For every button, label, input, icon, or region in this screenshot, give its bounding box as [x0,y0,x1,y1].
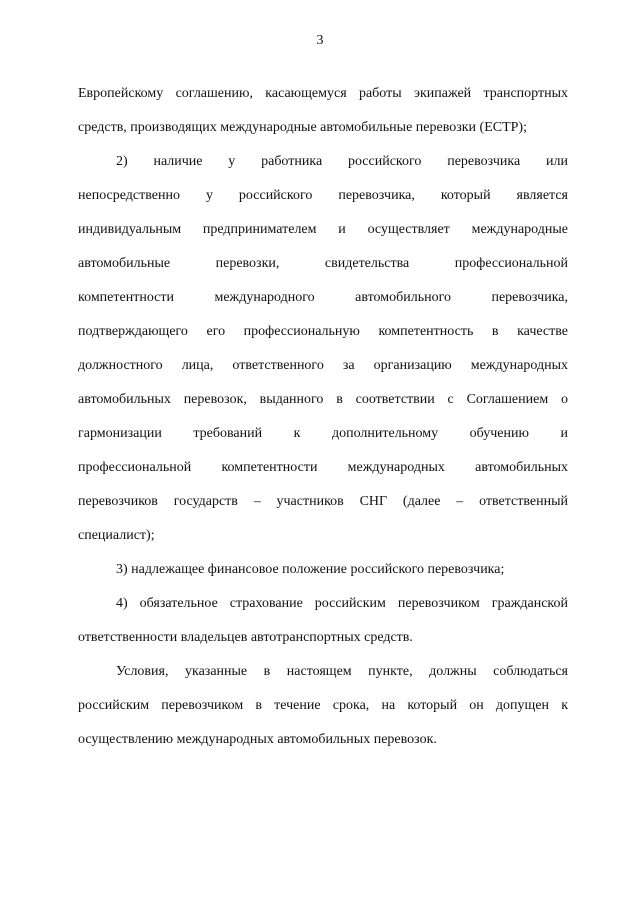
paragraph [78,77,568,145]
text-line: 3) надлежащее финансовое положение российского перевозчика; [116,562,505,577]
paragraph [78,655,568,757]
text-line: ответственности владельцев автотранспортных средств. [78,630,413,645]
text-line: 2) наличие у работника российского перевозчика или [116,154,568,169]
paragraph [78,145,568,553]
paragraph [78,553,568,587]
text-line: автомобильные перевозки, свидетельства профессиональной [78,256,568,271]
text-line: осуществлению международных автомобильных перевозок. [78,732,437,747]
text-line: гармонизации требований к дополнительному обучению и [78,426,568,441]
text-line: российским перевозчиком в течение срока, на который он допущен к [78,698,568,713]
text-line: средств, производящих международные автомобильные перевозки (ЕСТР); [78,120,527,135]
text-line: должностного лица, ответственного за организацию международных [78,358,568,373]
text-line: 4) обязательное страхование российским перевозчиком гражданской [116,596,568,611]
text-line: подтверждающего его профессиональную компетентность в качестве [78,324,568,339]
text-line: специалист); [78,528,155,543]
text-line: профессиональной компетентности международных автомобильных [78,460,568,475]
text-line: перевозчиков государств – участников СНГ (далее – ответственный [78,494,568,509]
text-line: компетентности международного автомобильного перевозчика, [78,290,568,305]
text-line: Европейскому соглашению, касающемуся работы экипажей транспортных [78,86,568,101]
page-number: 3 [316,33,324,48]
text-line: Условия, указанные в настоящем пункте, должны соблюдаться [116,664,568,679]
text-line: индивидуальным предпринимателем и осуществляет международные [78,222,568,237]
text-line: непосредственно у российского перевозчика, который является [78,188,568,203]
document-body [78,77,568,757]
text-line: автомобильных перевозок, выданного в соответствии с Соглашением о [78,392,568,407]
paragraph [78,587,568,655]
